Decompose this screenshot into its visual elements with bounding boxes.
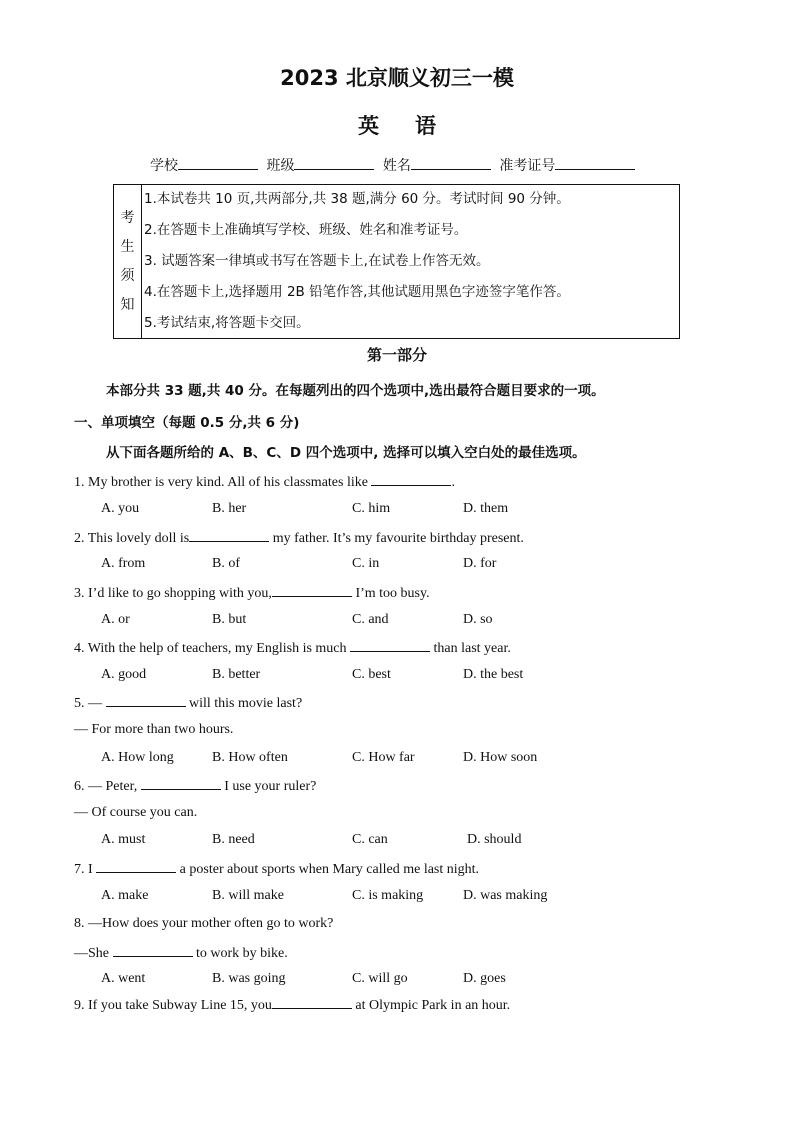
- question-1: 1. My brother is very kind. All of his classmates like .: [74, 475, 455, 490]
- exam-number-label: 准考证号: [499, 158, 556, 174]
- notice-item: 3. 试题答案一律填或书写在答题卡上,在试卷上作答无效。: [144, 253, 490, 269]
- option-d: D. goes: [463, 971, 506, 986]
- option-a: A. or: [101, 612, 130, 627]
- student-info-line: [150, 155, 639, 175]
- question-4: 4. With the help of teachers, my English is much than last year.: [74, 641, 511, 656]
- option-b: B. of: [212, 556, 240, 571]
- school-blank: [178, 155, 258, 170]
- answer-blank: [189, 529, 269, 542]
- option-c: C. best: [352, 667, 391, 682]
- exam-number-blank: [555, 155, 635, 170]
- answer-blank: [350, 639, 430, 652]
- option-a: A. good: [101, 667, 147, 682]
- notice-label-char: 知: [120, 296, 135, 313]
- question-8: 8. —How does your mother often go to work?: [74, 916, 334, 931]
- answer-blank: [272, 996, 352, 1009]
- section-title: 一、单项填空（每题 0.5 分,共 6 分): [74, 415, 300, 431]
- notice-item: 4.在答题卡上,选择题用 2B 铅笔作答,其他试题用黑色字迹签字笔作答。: [144, 284, 570, 300]
- answer-blank: [272, 584, 352, 597]
- option-d: D. should: [467, 832, 522, 847]
- subject-title: 英语: [358, 114, 472, 138]
- answer-blank: [113, 944, 193, 957]
- question-8-reply: —She to work by bike.: [74, 946, 288, 961]
- option-b: B. was going: [212, 971, 286, 986]
- option-d: D. so: [463, 612, 493, 627]
- answer-blank: [141, 777, 221, 790]
- option-d: D. How soon: [463, 750, 538, 765]
- question-9: 9. If you take Subway Line 15, you at Olympic Park in an hour.: [74, 998, 511, 1013]
- notice-label: [114, 185, 142, 338]
- option-a: A. make: [101, 888, 149, 903]
- notice-item: 5.考试结束,将答题卡交回。: [144, 315, 310, 331]
- option-b: B. need: [212, 832, 255, 847]
- option-a: A. How long: [101, 750, 174, 765]
- class-blank: [294, 155, 374, 170]
- option-b: B. How often: [212, 750, 288, 765]
- option-c: C. can: [352, 832, 388, 847]
- exam-title: 2023 北京顺义初三一模: [280, 66, 514, 90]
- answer-blank: [371, 473, 451, 486]
- answer-blank: [96, 860, 176, 873]
- question-2: 2. This lovely doll is my father. It’s my favourite birthday present.: [74, 531, 524, 546]
- option-c: C. in: [352, 556, 380, 571]
- option-b: B. will make: [212, 888, 284, 903]
- option-a: A. went: [101, 971, 146, 986]
- part-one-intro: 本部分共 33 题,共 40 分。在每题列出的四个选项中,选出最符合题目要求的一项。: [106, 383, 605, 399]
- option-d: D. them: [463, 501, 509, 516]
- notice-label-char: 考: [120, 209, 135, 226]
- option-a: A. from: [101, 556, 146, 571]
- question-6: 6. — Peter, I use your ruler?: [74, 779, 317, 794]
- notice-item: 1.本试卷共 10 页,共两部分,共 38 题,满分 60 分。考试时间 90 分钟。: [144, 191, 570, 207]
- option-c: C. is making: [352, 888, 424, 903]
- candidate-notice-box: [113, 184, 680, 339]
- option-d: D. the best: [463, 667, 524, 682]
- option-d: D. for: [463, 556, 497, 571]
- option-c: C. him: [352, 501, 391, 516]
- question-6-reply: — Of course you can.: [74, 805, 198, 820]
- question-5: 5. — will this movie last?: [74, 696, 303, 711]
- option-b: B. but: [212, 612, 247, 627]
- answer-blank: [106, 694, 186, 707]
- option-c: C. and: [352, 612, 389, 627]
- name-label: 姓名: [382, 158, 411, 174]
- name-blank: [411, 155, 491, 170]
- part-one-title: 第一部分: [366, 346, 427, 364]
- option-b: B. better: [212, 667, 261, 682]
- notice-items: [142, 185, 679, 338]
- school-label: 学校: [150, 158, 178, 174]
- option-c: C. How far: [352, 750, 415, 765]
- option-b: B. her: [212, 501, 247, 516]
- question-5-reply: — For more than two hours.: [74, 722, 234, 737]
- class-label: 班级: [266, 158, 295, 174]
- question-3: 3. I’d like to go shopping with you, I’m too busy.: [74, 586, 430, 601]
- notice-label-char: 生: [120, 238, 135, 255]
- option-d: D. was making: [463, 888, 548, 903]
- option-a: A. you: [101, 501, 140, 516]
- option-c: C. will go: [352, 971, 408, 986]
- section-instructions: 从下面各题所给的 A、B、C、D 四个选项中, 选择可以填入空白处的最佳选项。: [106, 445, 586, 461]
- question-7: 7. I a poster about sports when Mary called me last night.: [74, 862, 480, 877]
- notice-label-char: 须: [120, 267, 135, 284]
- option-a: A. must: [101, 832, 146, 847]
- notice-item: 2.在答题卡上准确填写学校、班级、姓名和准考证号。: [144, 222, 468, 238]
